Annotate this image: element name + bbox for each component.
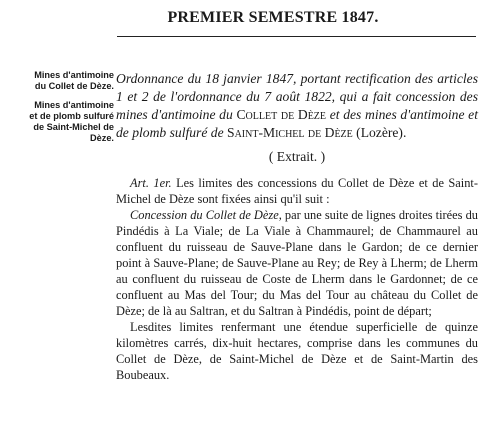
page-header bbox=[0, 9, 500, 27]
article-body bbox=[116, 175, 478, 383]
margin-notes bbox=[26, 70, 114, 152]
main-text bbox=[116, 70, 478, 383]
article-paragraph-1 bbox=[116, 175, 478, 207]
ordonnance-part3: (Lozère). bbox=[352, 125, 407, 140]
article-paragraph-2 bbox=[116, 207, 478, 319]
ordonnance-heading bbox=[116, 70, 478, 142]
article-intro: Les limites des concessions du Collet de Dèze et de Saint-Michel de Dèze sont fixées ainsi qu'il suit : bbox=[116, 176, 478, 206]
ordonnance-saint-michel: Saint-Michel de Dèze bbox=[227, 125, 353, 140]
ordonnance-part1: Ordonnance du 18 janvier 1847, portant rectification des articles 1 et 2 de l'ordonnance du 7 août 1822, qui a fait concession des mines d'antimoine du bbox=[116, 71, 478, 122]
extrait-label: ( Extrait. ) bbox=[268, 149, 326, 164]
margin-note-saint-michel: Mines d'antimoine et de plomb sulfuré de Saint-Michel de Dèze. bbox=[29, 100, 114, 143]
concession-label: Concession du Collet de Dèze bbox=[130, 208, 279, 222]
ordonnance-collet: Collet de Dèze bbox=[236, 107, 327, 122]
page-title: PREMIER SEMESTRE 1847. bbox=[167, 9, 379, 26]
article-label: Art. 1er. bbox=[130, 176, 172, 190]
margin-note-collet: Mines d'antimoine du Collet de Dèze. bbox=[34, 70, 114, 91]
header-rule bbox=[117, 36, 476, 37]
article-paragraph-3: Lesdites limites renfermant une étendue superficielle de quinze kilomètres carrés, dix-huit hectares, comprise dans les communes du Collet de Dèze, de Saint-Michel de Dèze et de Saint-Martin des Boubeaux. bbox=[116, 320, 478, 382]
concession-text: , par une suite de lignes droites tirées du Pindédis à La Viale; de La Viale à Chammaurel; de Chammaurel au confluent du ruisseau de Sauve-Plane dans le Gardon; de ce dernier point à Sauve-Plane; de Sauve-Plane au Rey; de Rey à Lherm; de Lherm au confluent du ruisseau de Coste de Lherm dans le Gardonnet; de ce confluent au Mas del Tour; du Mas del Tour au château du Collet de Dèze; de là au Saltran, et du Saltran à Pindédis, point de départ; bbox=[116, 208, 478, 318]
ordonnance-part2: et des mines d'antimoine et de plomb sulfuré de bbox=[116, 107, 478, 140]
